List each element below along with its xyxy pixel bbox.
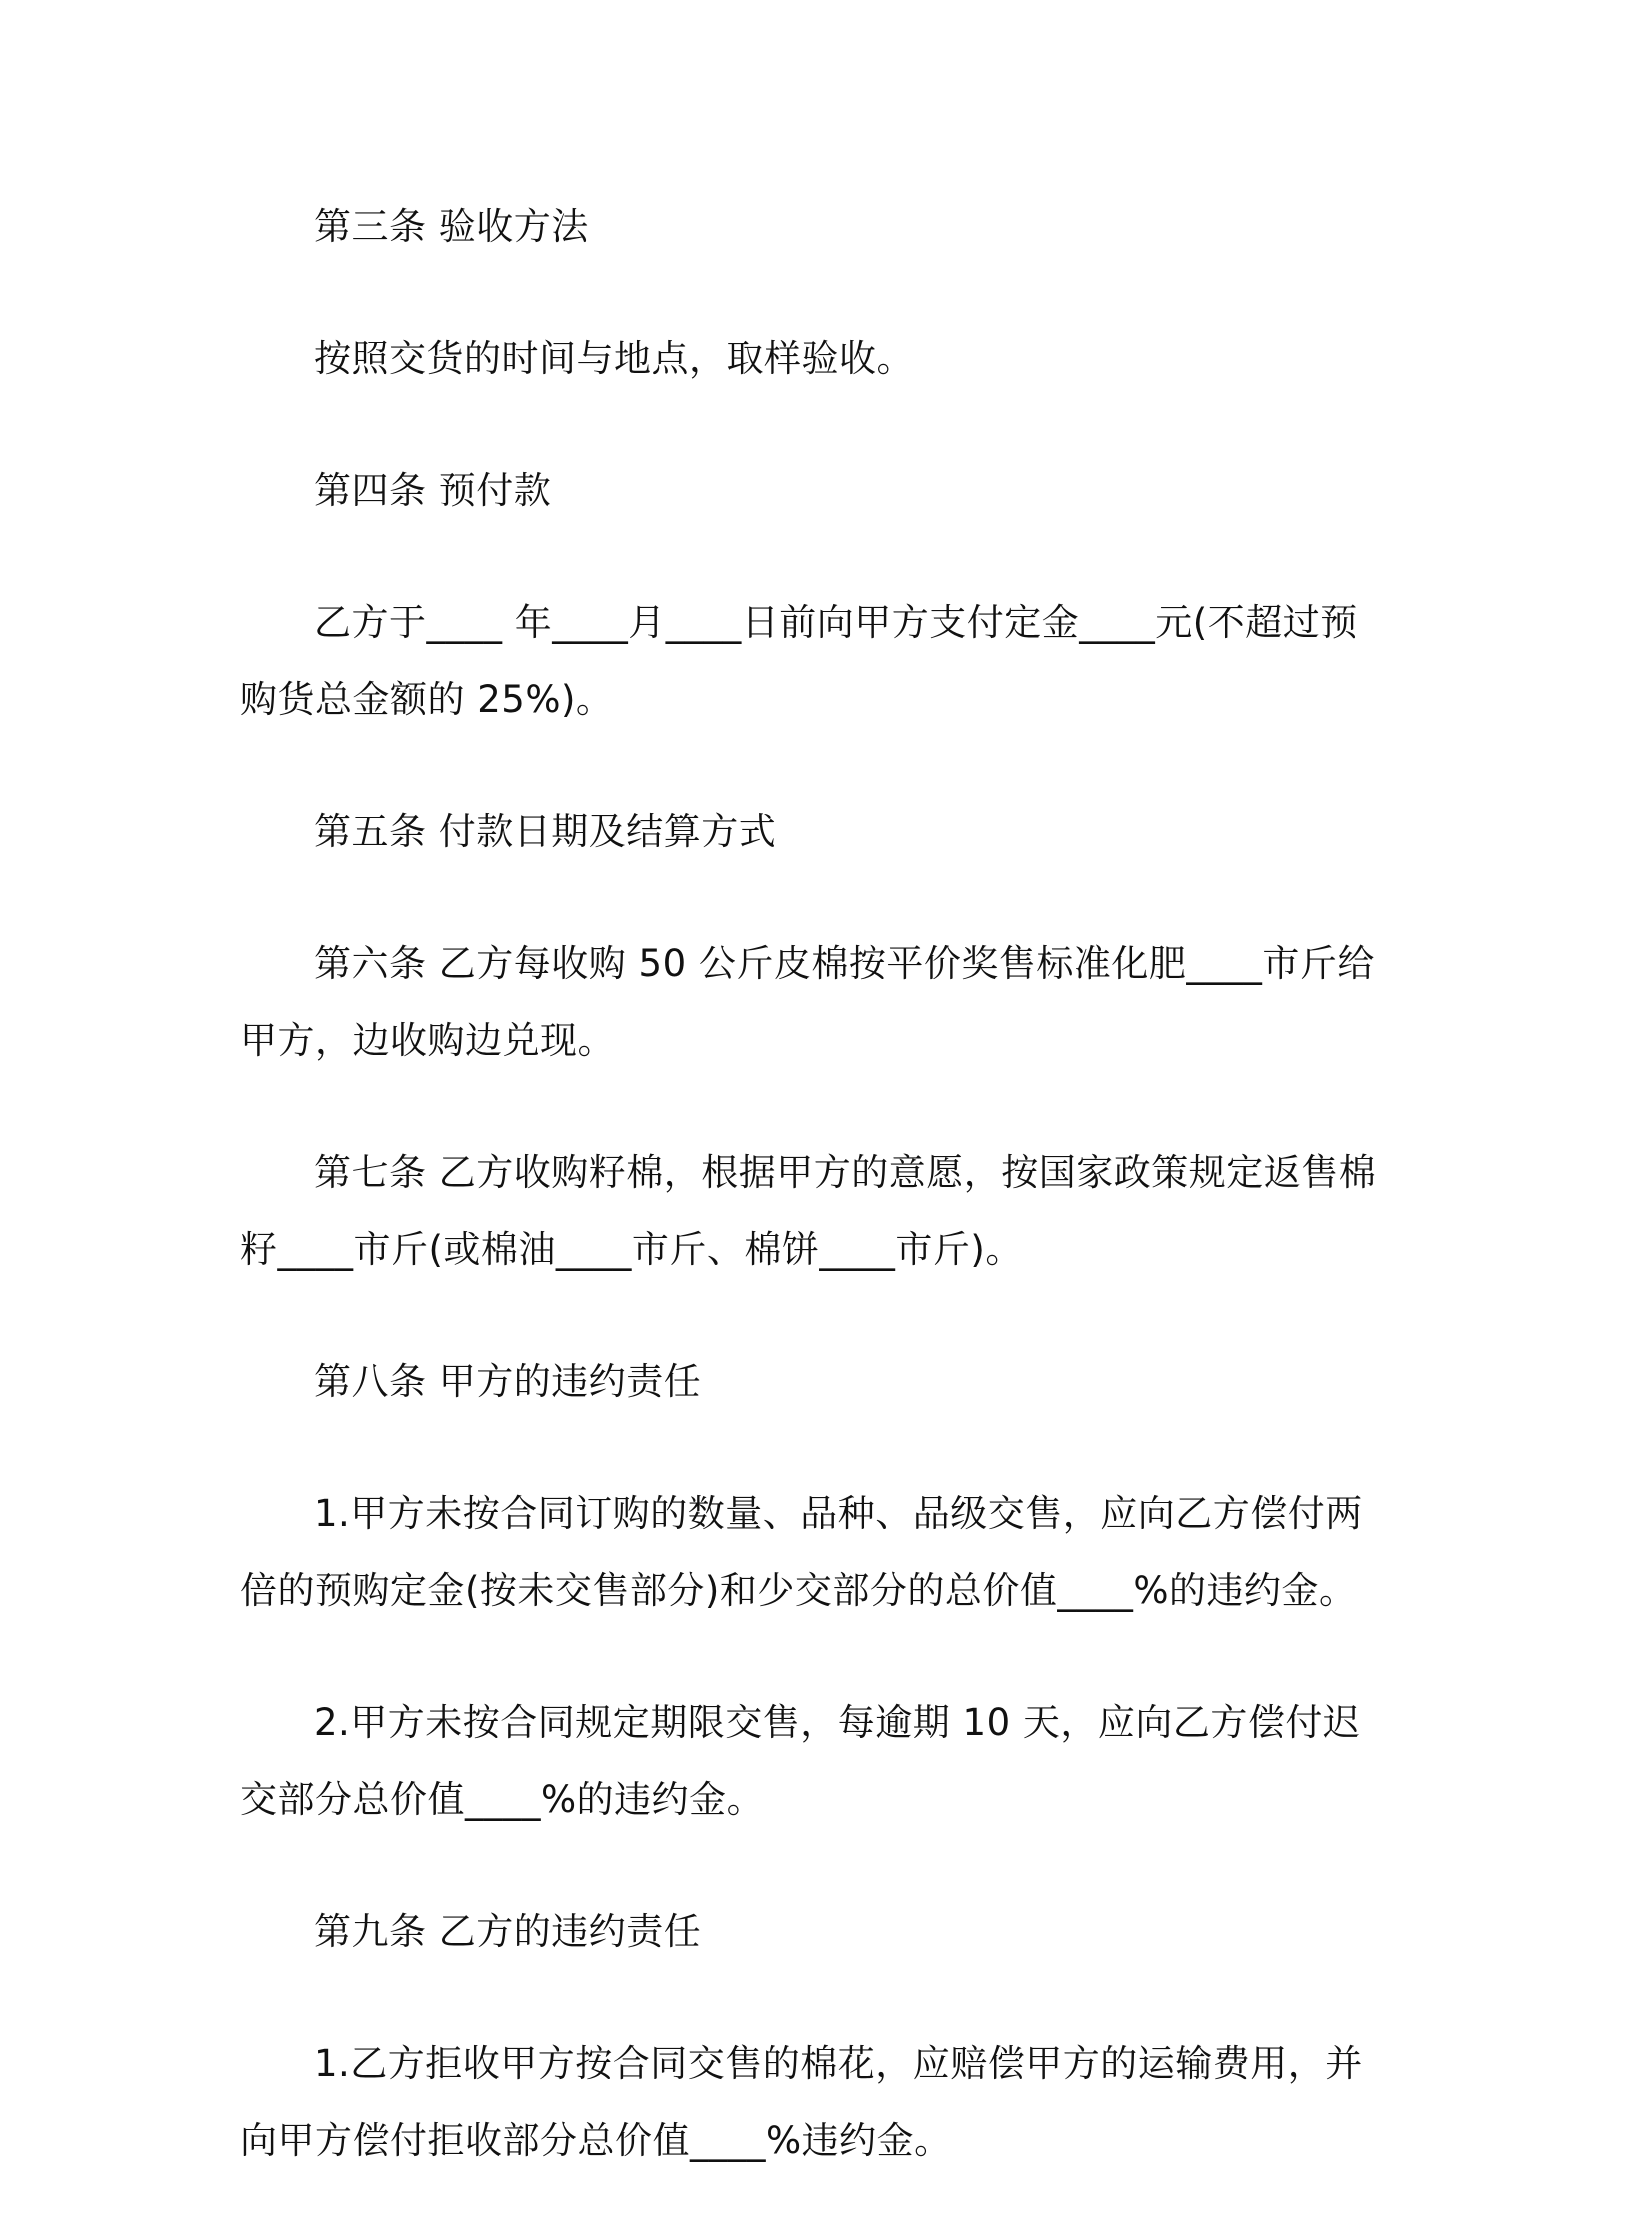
article-8-clause-1: 1.甲方未按合同订购的数量、品种、品级交售，应向乙方偿付两倍的预购定金(按未交售部分)和少交部分的总价值____%的违约金。 <box>240 1492 1363 1612</box>
article-3-text: 按照交货的时间与地点，取样验收。 <box>314 337 914 380</box>
article-5-heading: 第五条 付款日期及结算方式 <box>314 810 777 853</box>
article-8-heading: 第八条 甲方的违约责任 <box>314 1360 702 1403</box>
article-9-heading: 第九条 乙方的违约责任 <box>314 1910 702 1953</box>
article-6-text: 第六条 乙方每收购 50 公斤皮棉按平价奖售标准化肥____市斤给甲方，边收购边兑现。 <box>240 942 1375 1062</box>
article-3-heading: 第三条 验收方法 <box>314 205 589 248</box>
article-7-text: 第七条 乙方收购籽棉，根据甲方的意愿，按国家政策规定返售棉籽____市斤(或棉油____市斤、棉饼____市斤)。 <box>240 1151 1377 1271</box>
article-4-text: 乙方于____ 年____月____日前向甲方支付定金____元(不超过预购货总金额的 25%)。 <box>240 601 1358 721</box>
article-8-clause-2: 2.甲方未按合同规定期限交售，每逾期 10 天，应向乙方偿付迟交部分总价值____%的违约金。 <box>240 1701 1361 1821</box>
article-4-heading: 第四条 预付款 <box>314 469 552 512</box>
article-9-clause-1: 1.乙方拒收甲方按合同交售的棉花，应赔偿甲方的运输费用，并向甲方偿付拒收部分总价值____%违约金。 <box>240 2042 1363 2162</box>
document-body <box>240 188 1380 2234</box>
